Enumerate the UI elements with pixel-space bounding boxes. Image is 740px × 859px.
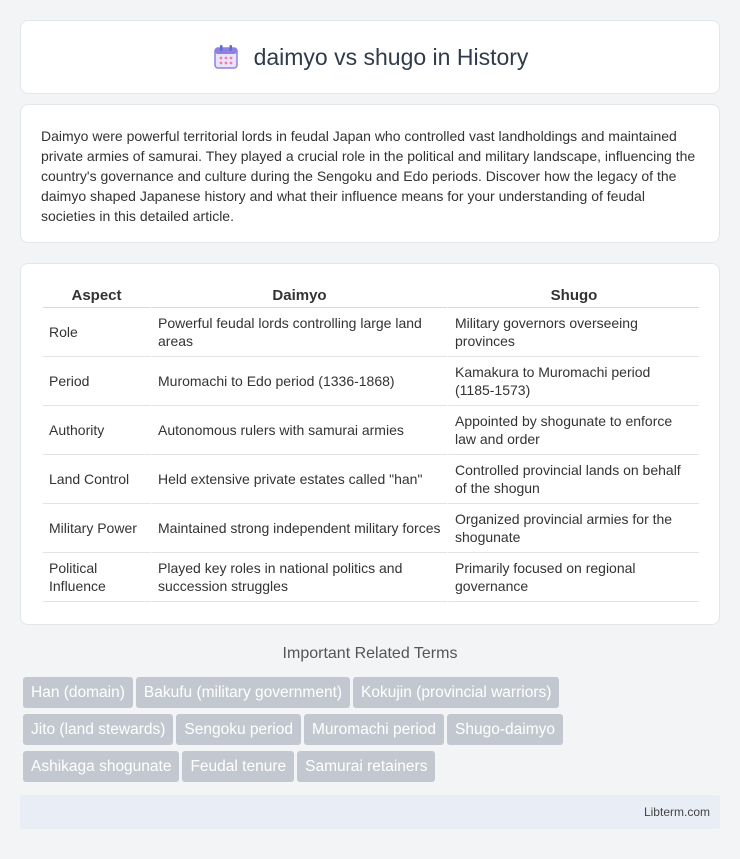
related-term-tag[interactable]: Ashikaga shogunate	[23, 751, 179, 782]
row-daimyo: Held extensive private estates called "han"	[150, 455, 447, 504]
calendar-icon	[212, 43, 240, 71]
row-daimyo: Played key roles in national politics and succession struggles	[150, 553, 447, 602]
row-aspect: Role	[43, 308, 150, 357]
related-term-tag[interactable]: Jito (land stewards)	[23, 714, 173, 745]
related-term-tag[interactable]: Feudal tenure	[182, 751, 294, 782]
row-aspect: Land Control	[43, 455, 150, 504]
related-term-tag[interactable]: Shugo-daimyo	[447, 714, 563, 745]
related-term-tag[interactable]: Kokujin (provincial warriors)	[353, 677, 559, 708]
row-daimyo: Autonomous rulers with samurai armies	[150, 406, 447, 455]
table-row	[43, 553, 699, 602]
comparison-table	[43, 286, 699, 602]
intro-text: Daimyo were powerful territorial lords in feudal Japan who controlled vast landholdings and maintained private armies of samurai. They played a crucial role in the political and military landscape, influencing the country's governance and culture during the Sengoku and Edo periods. Discover how the legacy of the daimyo shaped Japanese history and what their influence means for your understanding of feudal societies in this detailed article.	[41, 128, 696, 224]
related-terms-title: Important Related Terms	[282, 645, 458, 662]
row-shugo: Organized provincial armies for the shogunate	[447, 504, 699, 553]
row-shugo: Controlled provincial lands on behalf of the shogun	[447, 455, 699, 504]
table-header-row	[43, 286, 699, 308]
row-aspect: Period	[43, 357, 150, 406]
row-shugo: Primarily focused on regional governance	[447, 553, 699, 602]
header-shugo: Shugo	[447, 286, 699, 308]
related-term-tag[interactable]: Han (domain)	[23, 677, 133, 708]
table-row	[43, 406, 699, 455]
row-daimyo: Maintained strong independent military forces	[150, 504, 447, 553]
row-aspect: Military Power	[43, 504, 150, 553]
comparison-card	[20, 263, 720, 625]
table-row	[43, 357, 699, 406]
footer-site-link[interactable]: Libterm.com	[643, 805, 710, 819]
intro-card	[20, 104, 720, 243]
table-row	[43, 455, 699, 504]
row-aspect: Authority	[43, 406, 150, 455]
row-shugo: Military governors overseeing provinces	[447, 308, 699, 357]
row-shugo: Kamakura to Muromachi period (1185-1573)	[447, 357, 699, 406]
row-daimyo: Powerful feudal lords controlling large land areas	[150, 308, 447, 357]
related-term-tag[interactable]: Muromachi period	[304, 714, 444, 745]
header-card	[20, 20, 720, 94]
related-term-tag[interactable]: Samurai retainers	[297, 751, 435, 782]
page-title: daimyo vs shugo in History	[253, 43, 529, 70]
related-terms-list	[23, 677, 723, 788]
header-aspect: Aspect	[43, 286, 150, 308]
related-term-tag[interactable]: Sengoku period	[176, 714, 301, 745]
table-row	[43, 308, 699, 357]
header-daimyo: Daimyo	[150, 286, 447, 308]
related-term-tag[interactable]: Bakufu (military government)	[136, 677, 350, 708]
row-shugo: Appointed by shogunate to enforce law and order	[447, 406, 699, 455]
table-row	[43, 504, 699, 553]
row-aspect: Political Influence	[43, 553, 150, 602]
footer	[20, 795, 720, 829]
row-daimyo: Muromachi to Edo period (1336-1868)	[150, 357, 447, 406]
